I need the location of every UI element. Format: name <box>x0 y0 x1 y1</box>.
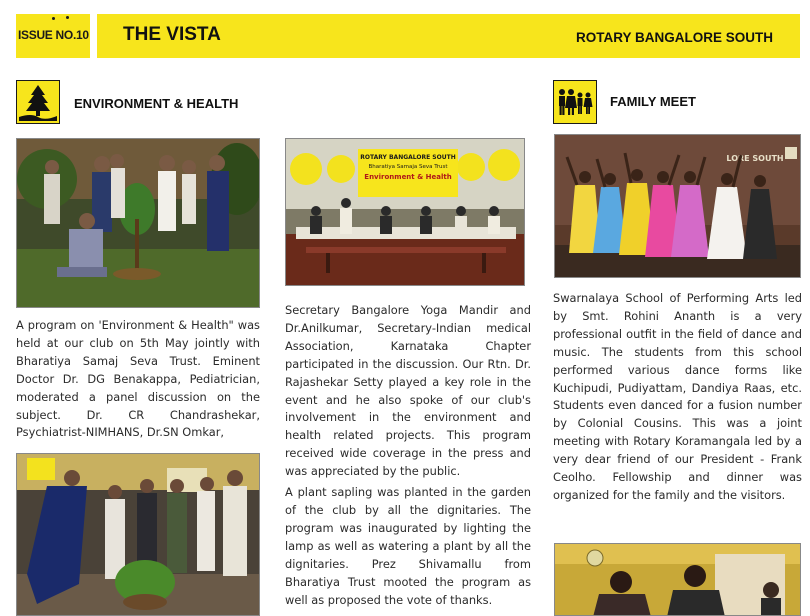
photo-tree-planting <box>16 138 260 308</box>
newsletter-title: THE VISTA <box>123 24 221 45</box>
photo-dance-performance <box>554 134 801 278</box>
column-3-text-block <box>553 290 802 505</box>
column-2-text-block <box>285 302 531 609</box>
photo-panel-discussion <box>285 138 525 286</box>
family-icon <box>553 80 597 124</box>
photo-watering-plant <box>16 453 260 616</box>
banner-line-3: Environment & Health <box>364 173 452 181</box>
environment-article-part-1: A program on 'Environment & Health" was held at our club on 5th May jointly with Bharatiya Samaj Seva Trust. Eminent Doctor Dr. DG Benakappa, Pediatrician, moderated a panel discussion on the subject. Dr. CR Chandrashekar, Psychiatrist-NIMHANS, Dr.SN Omkar, <box>16 318 260 440</box>
section-title-family-meet: FAMILY MEET <box>610 94 696 109</box>
environment-article-part-2: Secretary Bangalore Yoga Mandir and Dr.Anilkumar, Secretary-Indian medical Association, Karnataka Chapter participated in the discussion. Our Rtn. Dr. Rajashekar Setty played a key role in the event and he also spoke of our club's involvement in the environment and health related projects. This program received wide coverage in the press and was appreciated by the public. <box>285 303 531 479</box>
environment-article-part-3: A plant sapling was planted in the garden of the club by all the dignitaries. The program was inaugurated by lighting the lamp as well as watering a plant by all the dignitaries. Prez Shivamallu from Bharatiya Trust mooted the program as well as proposed the vote of thanks. <box>285 485 531 607</box>
tree-landscape-icon <box>16 80 60 124</box>
issue-decoration-dot <box>66 16 69 19</box>
photo-family-meet-2 <box>554 543 801 616</box>
column-1-text-block <box>16 317 260 442</box>
issue-decoration-dot <box>52 17 55 20</box>
banner-title: ROTARY BANGALORE SOUTH <box>360 154 456 161</box>
club-name: ROTARY BANGALORE SOUTH <box>576 30 774 45</box>
issue-number: ISSUE NO.10 <box>18 28 89 42</box>
banner-line-2: Bharatiya Samaja Seva Trust <box>368 164 448 170</box>
stage-backdrop-text: LORE SOUTH <box>726 154 784 163</box>
family-meet-article: Swarnalaya School of Performing Arts led by Smt. Rohini Ananth is a very professional outfit in the field of dance and music. The students from this school performed various dance forms like Kuchipudi, Pudiyattam, Dandiya Raas, etc. Students even danced for a fusion number by Colonial Cousins. This was a joint meeting with Rotary Koramangala led by a very dear friend of our President - Frank Ceolho. Fellowship and dinner was organized for the family and the visitors. <box>553 291 802 502</box>
section-title-environment: ENVIRONMENT & HEALTH <box>74 96 239 111</box>
